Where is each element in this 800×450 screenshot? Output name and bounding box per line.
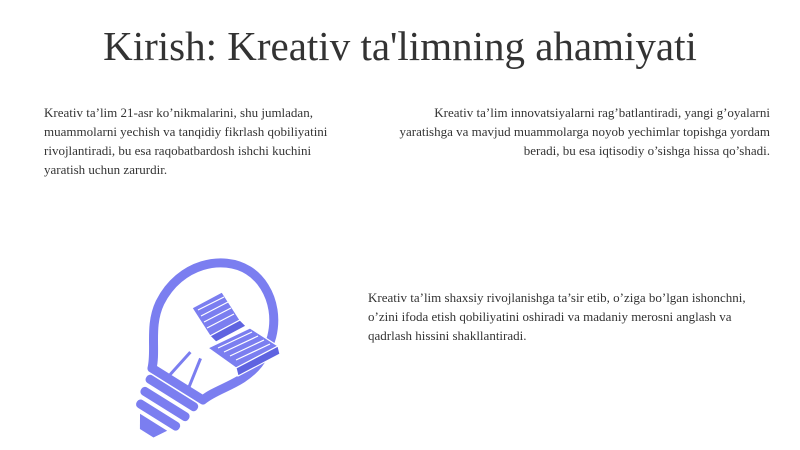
- paragraph-skills: Kreativ ta’lim 21-asr ko’nikmalarini, shu jumladan, muammolarni yechish va tanqidiy fikrlash qobiliyatini rivojlantiradi, bu esa raqobatbardosh ishchi kuchini yaratish uchun zarurdir.: [44, 105, 328, 177]
- slide-title: Kirish: Kreativ ta'limning ahamiyati: [103, 23, 697, 69]
- paragraph-personal-growth: Kreativ ta’lim shaxsiy rivojlanishga ta’sir etib, o’ziga bo’lgan ishonchni, o’zini ifoda etish qobiliyatini oshiradi va madaniy merosni anglash va qadrlash hissini shakllantiradi.: [368, 290, 746, 343]
- lightbulb-book-icon: [100, 250, 310, 445]
- paragraph-innovation: Kreativ ta’lim innovatsiyalarni rag’batlantiradi, yangi g’oyalarni yaratishga va mavjud muammolarga noyob yechimlar topishga yordam beradi, bu esa iqtisodiy o’sishga hissa qo’shadi.: [399, 105, 770, 158]
